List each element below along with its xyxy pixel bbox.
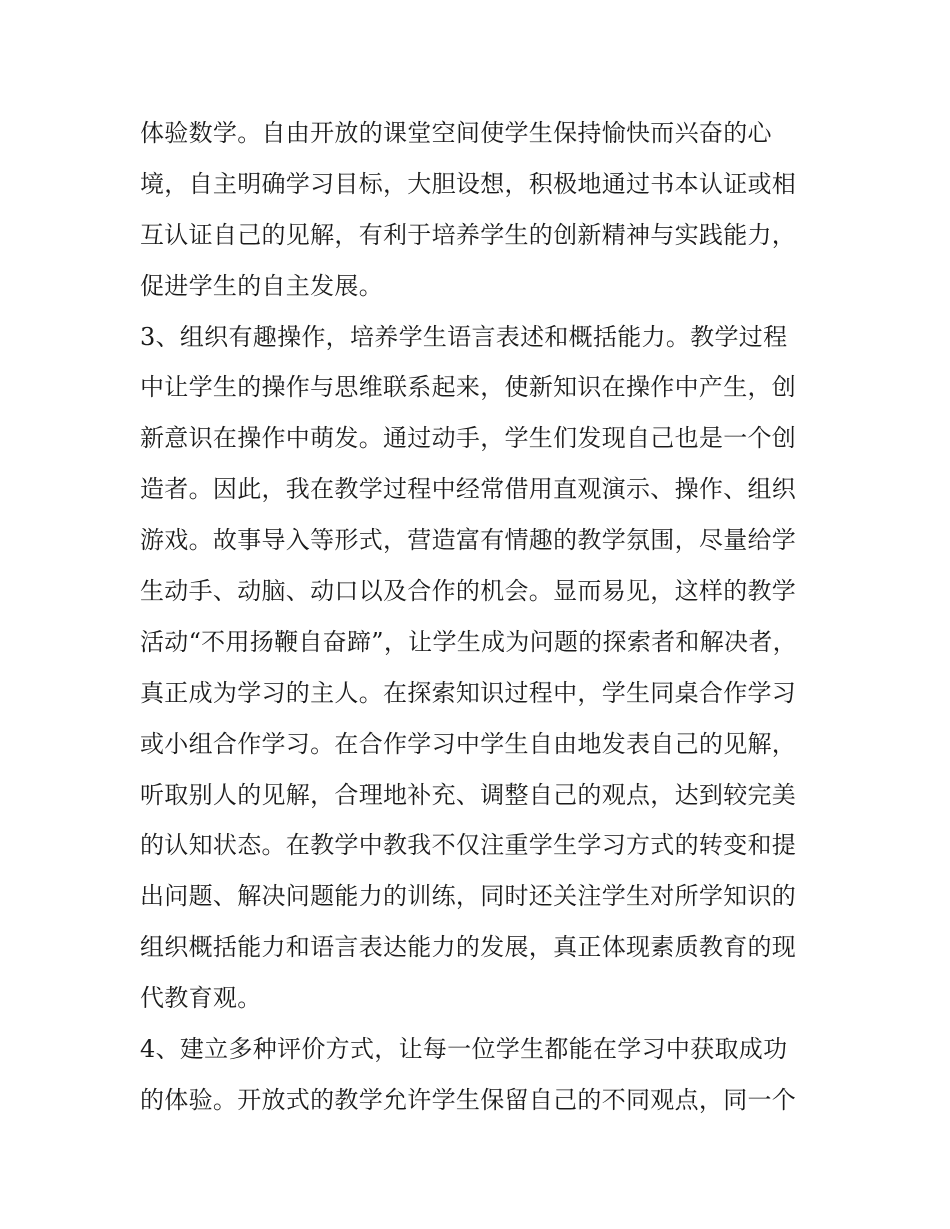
text-line: 生动手、动脑、动口以及合作的机会。显而易见，这样的教学 xyxy=(140,577,797,606)
text-line: 或小组合作学习。在合作学习中学生自由地发表自己的见解， xyxy=(140,729,797,758)
body-text xyxy=(140,108,820,1126)
text-line: 造者。因此，我在教学过程中经常借用直观演示、操作、组织 xyxy=(140,475,797,504)
text-line: 4、建立多种评价方式，让每一位学生都能在学习中获取成功 xyxy=(140,1035,788,1064)
text-line: 代教育观。 xyxy=(140,984,262,1013)
text-line: 促进学生的自主发展。 xyxy=(140,271,383,300)
text-line: 3、组织有趣操作，培养学生语言表述和概括能力。教学过程 xyxy=(140,322,788,351)
text-line: 真正成为学习的主人。在探索知识过程中，学生同桌合作学习 xyxy=(140,678,797,707)
text-line: 游戏。故事导入等形式，营造富有情趣的教学氛围，尽量给学 xyxy=(140,526,797,555)
text-line: 体验数学。自由开放的课堂空间使学生保持愉快而兴奋的心 xyxy=(140,119,772,147)
text-line: 组织概括能力和语言表达能力的发展，真正体现素质教育的现 xyxy=(140,933,797,962)
text-line: 中让学生的操作与思维联系起来，使新知识在操作中产生，创 xyxy=(140,373,797,402)
text-line: 新意识在操作中萌发。通过动手，学生们发现自己也是一个创 xyxy=(140,424,797,453)
text-line: 的体验。开放式的教学允许学生保留自己的不同观点，同一个 xyxy=(140,1085,797,1114)
text-line: 活动“不用扬鞭自奋蹄”，让学生成为问题的探索者和解决者， xyxy=(140,627,797,656)
text-line: 的认知状态。在教学中教我不仅注重学生学习方式的转变和提 xyxy=(140,831,797,860)
text-line: 听取别人的见解，合理地补充、调整自己的观点，达到较完美 xyxy=(140,780,797,809)
text-line: 境，自主明确学习目标，大胆设想，积极地通过书本认证或相 xyxy=(140,169,797,198)
text-line: 出问题、解决问题能力的训练，同时还关注学生对所学知识的 xyxy=(140,882,797,911)
text-line: 互认证自己的见解，有利于培养学生的创新精神与实践能力， xyxy=(140,220,797,249)
